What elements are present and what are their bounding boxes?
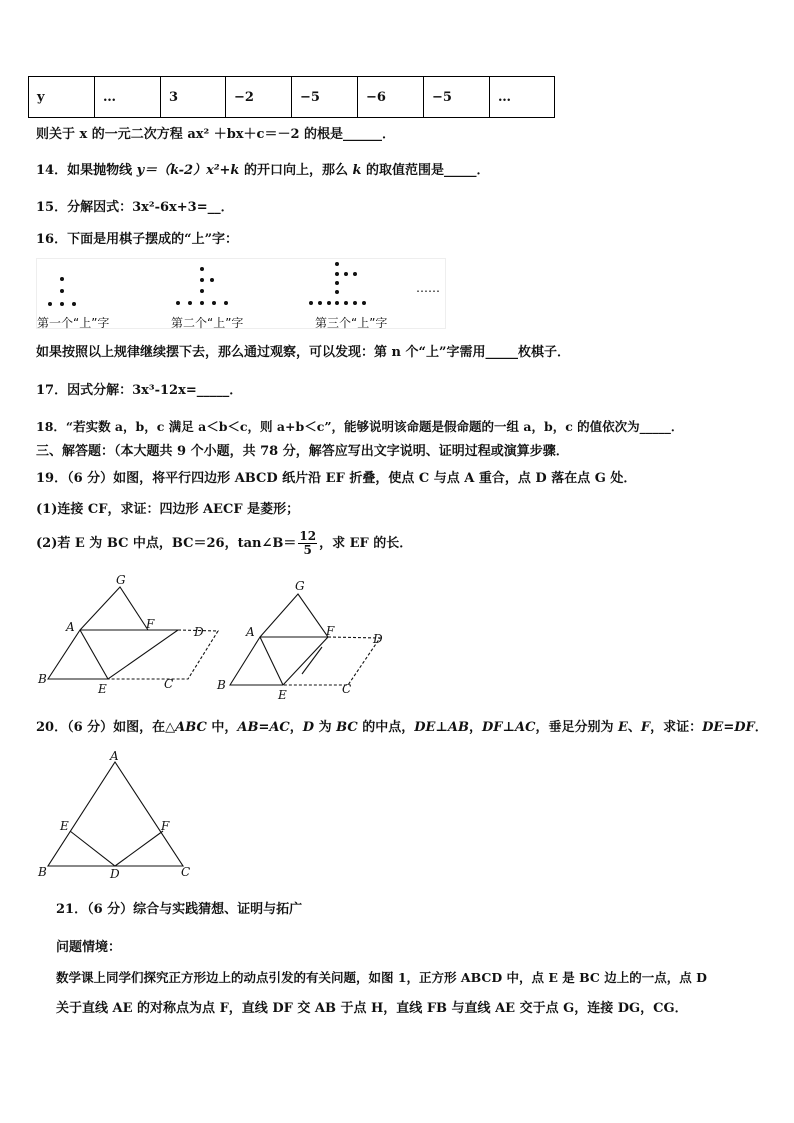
section-three: 三、解答题：（本大题共 9 个小题，共 78 分，解答应写出文字说明、证明过程或演算步骤． xyxy=(36,444,569,459)
fraction-numerator: 12 xyxy=(299,529,317,543)
label-e: E xyxy=(98,682,107,696)
figure-2-dots xyxy=(176,267,228,305)
table-cell: … xyxy=(95,77,161,118)
ellipsis: …… xyxy=(416,281,440,295)
caption-3: 第三个“上”字 xyxy=(315,316,388,330)
label-d: D xyxy=(194,625,204,639)
q21-situation: 问题情境： xyxy=(56,940,122,955)
figure-1-dots xyxy=(48,277,76,306)
label-a: A xyxy=(110,749,119,763)
label-c: C xyxy=(342,682,352,696)
q19-figures xyxy=(30,570,410,705)
label-f: F xyxy=(146,617,155,631)
q17: 17．因式分解：3x³-12x=_____． xyxy=(36,383,243,398)
table-cell: 3 xyxy=(161,77,226,118)
table-cell: −2 xyxy=(226,77,292,118)
label-d: D xyxy=(110,867,120,881)
q19-figure-right xyxy=(230,594,380,685)
q14 xyxy=(36,163,490,179)
q20-condition-ab-ac: AB=AC xyxy=(237,720,290,735)
label-f: F xyxy=(326,624,335,638)
q13-tail: 则关于 x 的一元二次方程 ax² ＋bx＋c＝－2 的根是______． xyxy=(36,127,396,142)
q19-part2-prefix: (2)若 E 为 BC 中点，BC＝26，tan∠B＝ xyxy=(36,536,297,551)
caption-2: 第二个“上”字 xyxy=(171,316,244,330)
value-table xyxy=(28,76,555,118)
q20-abc: ABC xyxy=(175,720,207,735)
fraction-denominator: 5 xyxy=(303,543,312,557)
q21-body-1: 数学课上同学们探究正方形边上的动点引发的有关问题，如图 1，正方形 ABCD 中，点 E 是 BC 边上的一点，点 D xyxy=(56,970,707,985)
q19-right-labels xyxy=(216,579,383,702)
caption-1: 第一个“上”字 xyxy=(37,316,110,330)
label-g: G xyxy=(295,579,305,593)
q19-part1: (1)连接 CF，求证：四边形 AECF 是菱形； xyxy=(36,502,300,517)
table-cell: −5 xyxy=(292,77,358,118)
label-b: B xyxy=(217,678,226,692)
q20-text: 中， xyxy=(206,720,238,735)
table-cell: y xyxy=(29,77,95,118)
q20-text: 的中点， xyxy=(357,720,415,735)
label-c: C xyxy=(164,677,174,691)
isosceles-triangle xyxy=(48,762,183,866)
label-b: B xyxy=(38,865,47,879)
q14-prefix: 14．如果抛物线 xyxy=(36,163,137,178)
q16-question: 如果按照以上规律继续摆下去，那么通过观察，可以发现：第 n 个“上”字需用_____枚棋子． xyxy=(36,345,570,360)
q20-stem xyxy=(36,720,768,736)
q15: 15．分解因式：3x²-6x+3=__． xyxy=(36,200,234,215)
label-g: G xyxy=(116,573,126,587)
q20-conclusion: DE=DF xyxy=(702,720,755,735)
q19-left-labels xyxy=(37,573,204,696)
q20-text: ，求证： xyxy=(650,720,703,735)
q20-df-perp: DF⊥AC xyxy=(482,720,536,735)
label-d: D xyxy=(373,632,383,646)
q21-title: 21．（6 分）综合与实践猜想、证明与拓广 xyxy=(56,902,303,917)
q20-e: E xyxy=(617,720,628,735)
q20-bc: BC xyxy=(336,720,358,735)
tan-fraction xyxy=(298,530,317,557)
q20-prefix: 20．（6 分）如图，在△ xyxy=(36,720,176,735)
label-c: C xyxy=(181,865,191,879)
label-f: F xyxy=(161,819,170,833)
q20-text: ， xyxy=(289,720,303,735)
label-a: A xyxy=(66,620,75,634)
table-row xyxy=(29,77,555,118)
q18: 18．“若实数 a，b，c 满足 a＜b＜c，则 a+b＜c”，能够说明该命题是假命题的一组 a，b，c 的值依次为_____． xyxy=(36,419,684,434)
q14-formula: y＝（k-2）x²+k xyxy=(136,163,240,178)
label-e: E xyxy=(278,688,287,702)
figure-3-dots xyxy=(309,262,366,305)
q14-middle: 的开口向上，那么 xyxy=(239,163,353,178)
q20-de-perp: DE⊥AB xyxy=(414,720,469,735)
q20-labels xyxy=(37,749,190,881)
q20-f: F xyxy=(640,720,651,735)
q19-stem: 19．（6 分）如图，将平行四边形 ABCD 纸片沿 EF 折叠，使点 C 与点 A 重合，点 D 落在点 G 处． xyxy=(36,471,637,486)
label-e: E xyxy=(60,819,69,833)
q16-stem: 16．下面是用棋子摆成的“上”字： xyxy=(36,232,239,247)
q14-k: k xyxy=(352,163,362,178)
table-cell: … xyxy=(490,77,555,118)
q20-figure xyxy=(30,748,210,883)
q20-text: ． xyxy=(754,720,768,735)
label-b: B xyxy=(38,672,47,686)
label-a: A xyxy=(246,625,255,639)
q19-part2 xyxy=(36,528,412,560)
q20-text: ， xyxy=(469,720,483,735)
q20-text: 为 xyxy=(314,720,337,735)
q20-text: ，垂足分别为 xyxy=(535,720,618,735)
q19-part2-suffix: ，求 EF 的长． xyxy=(319,536,413,551)
table-cell: −5 xyxy=(424,77,490,118)
q20-text: 、 xyxy=(627,720,641,735)
q21-body-2: 关于直线 AE 的对称点为点 F，直线 DF 交 AB 于点 H，直线 FB 与直线 AE 交于点 G，连接 DG，CG． xyxy=(56,1001,688,1016)
q14-suffix: 的取值范围是_____． xyxy=(361,163,490,178)
q20-d: D xyxy=(302,720,315,735)
table-cell: −6 xyxy=(358,77,424,118)
